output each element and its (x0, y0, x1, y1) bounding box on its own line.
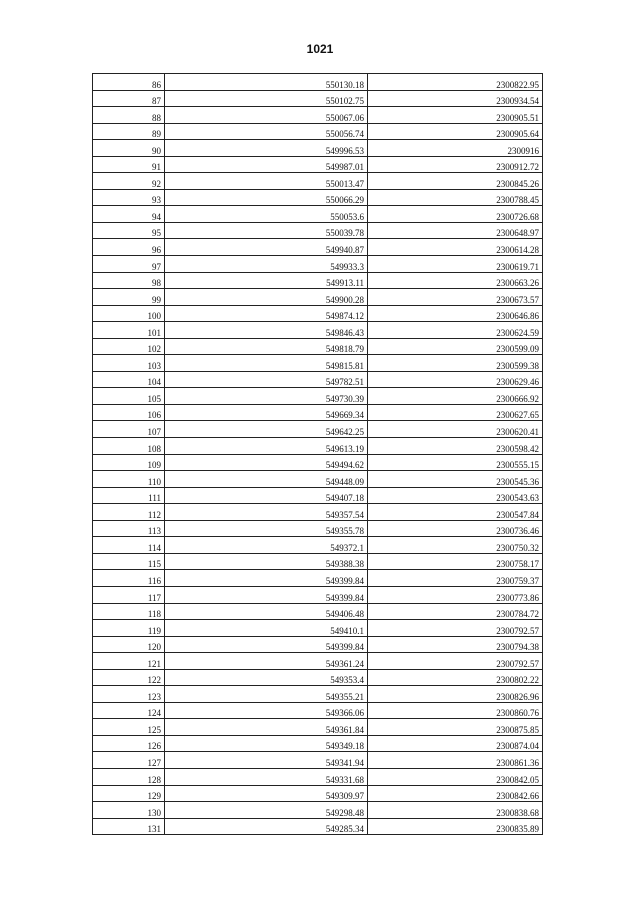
point-number-cell: 130 (93, 802, 165, 819)
y-coordinate-cell: 2300826.96 (368, 686, 543, 703)
table-row (93, 537, 543, 554)
point-number-cell: 100 (93, 305, 165, 322)
table-row (93, 189, 543, 206)
table-row (93, 305, 543, 322)
x-coordinate-cell: 549782.51 (165, 371, 368, 388)
y-coordinate-cell: 2300545.36 (368, 471, 543, 488)
x-coordinate-cell: 550067.06 (165, 107, 368, 124)
point-number-cell: 129 (93, 785, 165, 802)
y-coordinate-cell: 2300759.37 (368, 570, 543, 587)
table-row (93, 388, 543, 405)
table-row (93, 520, 543, 537)
y-coordinate-cell: 2300912.72 (368, 156, 543, 173)
table-row (93, 719, 543, 736)
table-row (93, 454, 543, 471)
table-row (93, 371, 543, 388)
y-coordinate-cell: 2300842.05 (368, 768, 543, 785)
y-coordinate-cell: 2300934.54 (368, 90, 543, 107)
y-coordinate-cell: 2300875.85 (368, 719, 543, 736)
x-coordinate-cell: 549730.39 (165, 388, 368, 405)
y-coordinate-cell: 2300860.76 (368, 702, 543, 719)
y-coordinate-cell: 2300629.46 (368, 371, 543, 388)
point-number-cell: 93 (93, 189, 165, 206)
table-row (93, 156, 543, 173)
point-number-cell: 128 (93, 768, 165, 785)
point-number-cell: 90 (93, 140, 165, 157)
x-coordinate-cell: 549669.34 (165, 404, 368, 421)
x-coordinate-cell: 549913.11 (165, 272, 368, 289)
point-number-cell: 113 (93, 520, 165, 537)
point-number-cell: 103 (93, 355, 165, 372)
x-coordinate-cell: 549815.81 (165, 355, 368, 372)
point-number-cell: 123 (93, 686, 165, 703)
y-coordinate-cell: 2300599.38 (368, 355, 543, 372)
point-number-cell: 120 (93, 636, 165, 653)
table-row (93, 586, 543, 603)
table-row (93, 570, 543, 587)
table-row (93, 74, 543, 91)
table-row (93, 173, 543, 190)
table-row (93, 289, 543, 306)
point-number-cell: 117 (93, 586, 165, 603)
x-coordinate-cell: 549940.87 (165, 239, 368, 256)
x-coordinate-cell: 549361.84 (165, 719, 368, 736)
point-number-cell: 114 (93, 537, 165, 554)
x-coordinate-cell: 550053.6 (165, 206, 368, 223)
point-number-cell: 125 (93, 719, 165, 736)
y-coordinate-cell: 2300802.22 (368, 669, 543, 686)
point-number-cell: 115 (93, 553, 165, 570)
y-coordinate-cell: 2300905.51 (368, 107, 543, 124)
x-coordinate-cell: 549410.1 (165, 620, 368, 637)
y-coordinate-cell: 2300750.32 (368, 537, 543, 554)
x-coordinate-cell: 549399.84 (165, 586, 368, 603)
point-number-cell: 119 (93, 620, 165, 637)
point-number-cell: 89 (93, 123, 165, 140)
table-row (93, 553, 543, 570)
table-row (93, 90, 543, 107)
x-coordinate-cell: 549388.38 (165, 553, 368, 570)
point-number-cell: 109 (93, 454, 165, 471)
table-row (93, 123, 543, 140)
point-number-cell: 124 (93, 702, 165, 719)
x-coordinate-cell: 549361.24 (165, 653, 368, 670)
x-coordinate-cell: 549933.3 (165, 256, 368, 273)
point-number-cell: 101 (93, 322, 165, 339)
table-row (93, 322, 543, 339)
x-coordinate-cell: 549448.09 (165, 471, 368, 488)
point-number-cell: 112 (93, 504, 165, 521)
y-coordinate-cell: 2300758.17 (368, 553, 543, 570)
y-coordinate-cell: 2300773.86 (368, 586, 543, 603)
table-row (93, 752, 543, 769)
y-coordinate-cell: 2300624.59 (368, 322, 543, 339)
table-row (93, 636, 543, 653)
point-number-cell: 99 (93, 289, 165, 306)
y-coordinate-cell: 2300788.45 (368, 189, 543, 206)
y-coordinate-cell: 2300916 (368, 140, 543, 157)
table-row (93, 669, 543, 686)
x-coordinate-cell: 549407.18 (165, 487, 368, 504)
table-row (93, 504, 543, 521)
y-coordinate-cell: 2300646.86 (368, 305, 543, 322)
x-coordinate-cell: 549613.19 (165, 438, 368, 455)
table-row (93, 735, 543, 752)
point-number-cell: 116 (93, 570, 165, 587)
table-row (93, 802, 543, 819)
point-number-cell: 94 (93, 206, 165, 223)
x-coordinate-cell: 549818.79 (165, 338, 368, 355)
point-number-cell: 91 (93, 156, 165, 173)
table-row (93, 768, 543, 785)
point-number-cell: 87 (93, 90, 165, 107)
point-number-cell: 108 (93, 438, 165, 455)
x-coordinate-cell: 550013.47 (165, 173, 368, 190)
table-row (93, 653, 543, 670)
point-number-cell: 126 (93, 735, 165, 752)
y-coordinate-cell: 2300845.26 (368, 173, 543, 190)
x-coordinate-cell: 549309.97 (165, 785, 368, 802)
point-number-cell: 131 (93, 818, 165, 835)
y-coordinate-cell: 2300555.15 (368, 454, 543, 471)
point-number-cell: 122 (93, 669, 165, 686)
y-coordinate-cell: 2300627.65 (368, 404, 543, 421)
y-coordinate-cell: 2300620.41 (368, 421, 543, 438)
y-coordinate-cell: 2300822.95 (368, 74, 543, 91)
x-coordinate-cell: 549357.54 (165, 504, 368, 521)
y-coordinate-cell: 2300874.04 (368, 735, 543, 752)
table-row (93, 272, 543, 289)
table-row (93, 239, 543, 256)
y-coordinate-cell: 2300543.63 (368, 487, 543, 504)
y-coordinate-cell: 2300547.84 (368, 504, 543, 521)
point-number-cell: 95 (93, 222, 165, 239)
table-row (93, 355, 543, 372)
table-row (93, 107, 543, 124)
coordinate-table (92, 73, 543, 835)
table-row (93, 438, 543, 455)
y-coordinate-cell: 2300614.28 (368, 239, 543, 256)
point-number-cell: 96 (93, 239, 165, 256)
table-row (93, 140, 543, 157)
y-coordinate-cell: 2300792.57 (368, 620, 543, 637)
point-number-cell: 97 (93, 256, 165, 273)
x-coordinate-cell: 549285.34 (165, 818, 368, 835)
x-coordinate-cell: 549399.84 (165, 570, 368, 587)
table-row (93, 487, 543, 504)
x-coordinate-cell: 549406.48 (165, 603, 368, 620)
y-coordinate-cell: 2300726.68 (368, 206, 543, 223)
x-coordinate-cell: 549987.01 (165, 156, 368, 173)
point-number-cell: 127 (93, 752, 165, 769)
table-row (93, 785, 543, 802)
x-coordinate-cell: 549900.28 (165, 289, 368, 306)
point-number-cell: 118 (93, 603, 165, 620)
table-row (93, 702, 543, 719)
y-coordinate-cell: 2300599.09 (368, 338, 543, 355)
x-coordinate-cell: 549494.62 (165, 454, 368, 471)
x-coordinate-cell: 549366.06 (165, 702, 368, 719)
x-coordinate-cell: 549341.94 (165, 752, 368, 769)
table-row (93, 471, 543, 488)
table-row (93, 818, 543, 835)
table-row (93, 256, 543, 273)
x-coordinate-cell: 550039.78 (165, 222, 368, 239)
x-coordinate-cell: 549996.53 (165, 140, 368, 157)
y-coordinate-cell: 2300666.92 (368, 388, 543, 405)
point-number-cell: 98 (93, 272, 165, 289)
x-coordinate-cell: 550066.29 (165, 189, 368, 206)
y-coordinate-cell: 2300598.42 (368, 438, 543, 455)
table-row (93, 421, 543, 438)
y-coordinate-cell: 2300648.97 (368, 222, 543, 239)
x-coordinate-cell: 549298.48 (165, 802, 368, 819)
x-coordinate-cell: 549355.21 (165, 686, 368, 703)
point-number-cell: 105 (93, 388, 165, 405)
x-coordinate-cell: 549331.68 (165, 768, 368, 785)
table-row (93, 686, 543, 703)
y-coordinate-cell: 2300663.26 (368, 272, 543, 289)
x-coordinate-cell: 549399.84 (165, 636, 368, 653)
x-coordinate-cell: 550056.74 (165, 123, 368, 140)
y-coordinate-cell: 2300842.66 (368, 785, 543, 802)
y-coordinate-cell: 2300905.64 (368, 123, 543, 140)
x-coordinate-cell: 549874.12 (165, 305, 368, 322)
point-number-cell: 86 (93, 74, 165, 91)
y-coordinate-cell: 2300835.89 (368, 818, 543, 835)
x-coordinate-cell: 549642.25 (165, 421, 368, 438)
y-coordinate-cell: 2300792.57 (368, 653, 543, 670)
x-coordinate-cell: 550102.75 (165, 90, 368, 107)
x-coordinate-cell: 549353.4 (165, 669, 368, 686)
y-coordinate-cell: 2300838.68 (368, 802, 543, 819)
point-number-cell: 121 (93, 653, 165, 670)
table-row (93, 206, 543, 223)
table-row (93, 620, 543, 637)
table-row (93, 222, 543, 239)
page-number: 1021 (306, 42, 334, 56)
table-row (93, 603, 543, 620)
x-coordinate-cell: 549846.43 (165, 322, 368, 339)
point-number-cell: 104 (93, 371, 165, 388)
table-row (93, 338, 543, 355)
x-coordinate-cell: 550130.18 (165, 74, 368, 91)
point-number-cell: 88 (93, 107, 165, 124)
point-number-cell: 110 (93, 471, 165, 488)
point-number-cell: 111 (93, 487, 165, 504)
y-coordinate-cell: 2300794.38 (368, 636, 543, 653)
x-coordinate-cell: 549355.78 (165, 520, 368, 537)
y-coordinate-cell: 2300673.57 (368, 289, 543, 306)
y-coordinate-cell: 2300619.71 (368, 256, 543, 273)
table-row (93, 404, 543, 421)
point-number-cell: 102 (93, 338, 165, 355)
x-coordinate-cell: 549349.18 (165, 735, 368, 752)
y-coordinate-cell: 2300861.36 (368, 752, 543, 769)
x-coordinate-cell: 549372.1 (165, 537, 368, 554)
y-coordinate-cell: 2300736.46 (368, 520, 543, 537)
point-number-cell: 107 (93, 421, 165, 438)
point-number-cell: 106 (93, 404, 165, 421)
point-number-cell: 92 (93, 173, 165, 190)
y-coordinate-cell: 2300784.72 (368, 603, 543, 620)
